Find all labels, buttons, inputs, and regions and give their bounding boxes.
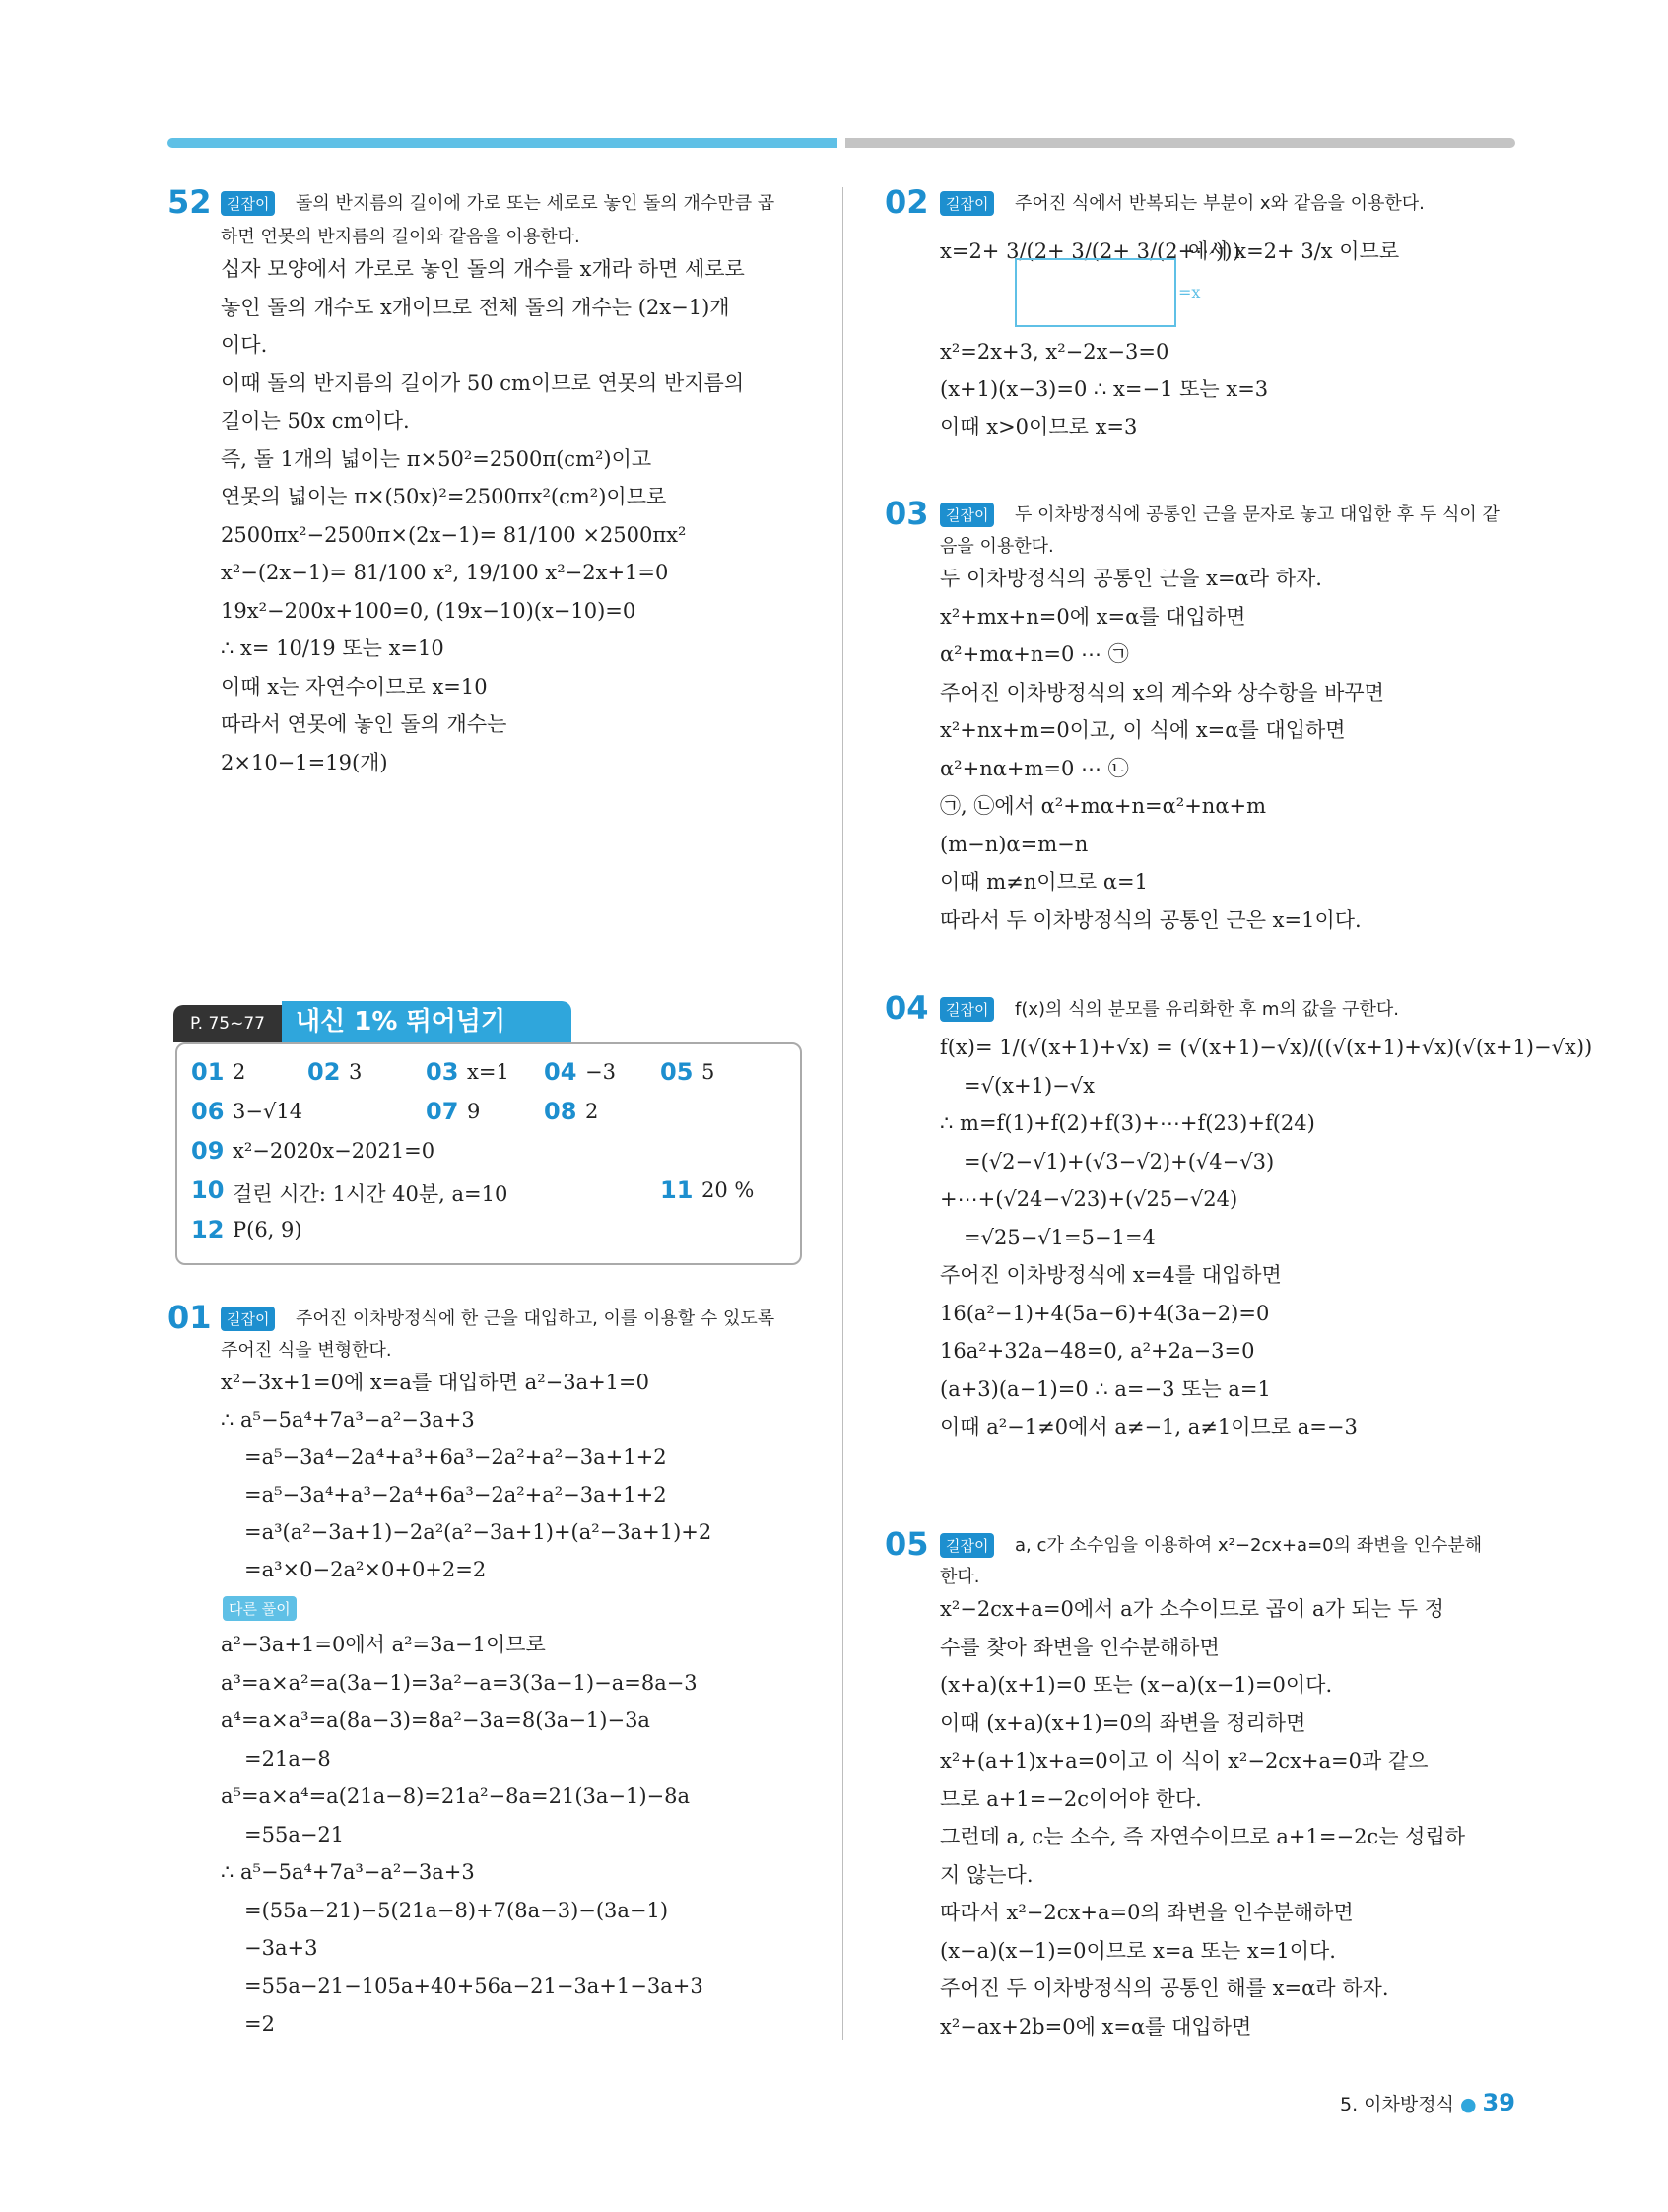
solution-line: ∴ a⁵−5a⁴+7a³−a²−3a+3: [221, 1860, 475, 1884]
solution-line: x²−3x+1=0에 x=a를 대입하면 a²−3a+1=0: [221, 1371, 650, 1394]
solution-line: x²+nx+m=0이고, 이 식에 x=α를 대입하면: [940, 718, 1346, 742]
solution-line: 주어진 이차방정식에 x=4를 대입하면: [940, 1263, 1282, 1287]
solution-line: 수를 찾아 좌변을 인수분해하면: [940, 1635, 1220, 1659]
solution-line: =(√2−√1)+(√3−√2)+(√4−√3): [964, 1149, 1275, 1173]
solution-line: =a³×0−2a²×0+0+2=2: [244, 1558, 487, 1581]
page-number: 39: [1482, 2089, 1515, 2116]
solution-line: 두 이차방정식의 공통인 근을 x=α라 하자.: [940, 567, 1322, 590]
footer-dot-icon: ●: [1459, 2094, 1477, 2115]
solution-line: =a⁵−3a⁴−2a⁴+a³+6a³−2a²+a²−3a+1+2: [244, 1445, 667, 1469]
answer-value: x=1: [467, 1060, 509, 1084]
answer-section-title: 내신 1% 뛰어넘기: [282, 1001, 571, 1042]
answer-number: 02: [307, 1058, 341, 1086]
solution-line: 그런데 a, c는 소수, 즉 자연수이므로 a+1=−2c는 성립하: [940, 1825, 1466, 1848]
continued-fraction: x=2+ 3/(2+ 3/(2+ 3/(2+⋯))): [940, 239, 1240, 263]
solution-line: 므로 a+1=−2c이어야 한다.: [940, 1786, 1202, 1811]
equals-x-label: =x: [1178, 283, 1201, 302]
solution-line: 이때 (x+a)(x+1)=0의 좌변을 정리하면: [940, 1710, 1306, 1735]
answer-number: 09: [191, 1137, 225, 1165]
alternative-solution-tag: 다른 풀이: [223, 1596, 297, 1621]
problem-52-hint-line2: 하면 연못의 반지름의 길이와 같음을 이용한다.: [221, 227, 580, 247]
answer-value: 3−√14: [233, 1100, 303, 1123]
problem-03-number: 03: [885, 495, 929, 532]
solution-line: α²+nα+m=0 ⋯ ㉡: [940, 756, 1129, 780]
problem-01-hint-line1: 주어진 이차방정식에 한 근을 대입하고, 이를 이용할 수 있도록: [296, 1308, 775, 1329]
solution-line: 2500πx²−2500π×(2x−1)= 81/100 ×2500πx²: [221, 522, 687, 547]
answer-number: 04: [544, 1058, 577, 1086]
solution-line: +⋯+(√24−√23)+(√25−√24): [940, 1187, 1238, 1211]
solution-line: (x+a)(x+1)=0 또는 (x−a)(x−1)=0이다.: [940, 1673, 1333, 1697]
solution-line: a⁵=a×a⁴=a(21a−8)=21a²−8a=21(3a−1)−8a: [221, 1784, 691, 1808]
problem-05-hint-tag: 길잡이: [940, 1533, 994, 1558]
problem-52-hint-tag: 길잡이: [221, 191, 275, 216]
answer-number: 08: [544, 1098, 577, 1125]
problem-52-number: 52: [167, 183, 212, 221]
solution-line: =√25−√1=5−1=4: [964, 1225, 1156, 1249]
solution-line: (m−n)α=m−n: [940, 832, 1089, 856]
solution-line: 주어진 이차방정식의 x의 계수와 상수항을 바꾸면: [940, 680, 1384, 704]
answer-value: 3: [349, 1060, 363, 1084]
solution-line: (a+3)(a−1)=0 ∴ a=−3 또는 a=1: [940, 1376, 1271, 1401]
problem-01-hint-tag: 길잡이: [221, 1307, 275, 1331]
answer-value: x²−2020x−2021=0: [233, 1139, 435, 1163]
solution-line: x²+mx+n=0에 x=α를 대입하면: [940, 604, 1246, 629]
solution-line: x²=2x+3, x²−2x−3=0: [940, 340, 1169, 364]
solution-line: ㉠, ㉡에서 α²+mα+n=α²+nα+m: [940, 794, 1267, 818]
problem-04-hint-line1: f(x)의 식의 분모를 유리화한 후 m의 값을 구한다.: [1015, 999, 1399, 1020]
problem-05-number: 05: [885, 1525, 929, 1563]
solution-line: 이때 돌의 반지름의 길이가 50 cm이므로 연못의 반지름의: [221, 370, 745, 395]
answer-value: 9: [467, 1100, 481, 1123]
solution-line: =2: [244, 2012, 275, 2036]
solution-line: =a⁵−3a⁴+a³−2a⁴+6a³−2a²+a²−3a+1+2: [244, 1483, 667, 1507]
repeated-part-box: [1015, 258, 1176, 327]
problem-03-hint-line2: 음을 이용한다.: [940, 536, 1054, 557]
problem-02-hint-line1: 주어진 식에서 반복되는 부분이 x와 같음을 이용한다.: [1015, 193, 1425, 214]
answer-value: P(6, 9): [233, 1218, 302, 1241]
solution-line: 따라서 연못에 놓인 돌의 개수는: [221, 712, 507, 736]
answer-number: 07: [426, 1098, 459, 1125]
problem-05-hint-line2: 한다.: [940, 1567, 980, 1587]
solution-line: 따라서 두 이차방정식의 공통인 근은 x=1이다.: [940, 907, 1362, 932]
solution-line: x²−ax+2b=0에 x=α를 대입하면: [940, 2014, 1252, 2039]
answer-value: 20 %: [701, 1178, 755, 1202]
answer-number: 05: [660, 1058, 694, 1086]
solution-line: α²+mα+n=0 ⋯ ㉠: [940, 642, 1129, 666]
answer-value: 5: [701, 1060, 715, 1084]
solution-line: 19x²−200x+100=0, (19x−10)(x−10)=0: [221, 598, 636, 623]
solution-line: 이때 m≠n이므로 α=1: [940, 870, 1148, 894]
answer-number: 03: [426, 1058, 459, 1086]
solution-line: 길이는 50x cm이다.: [221, 409, 410, 433]
solution-line: =√(x+1)−√x: [964, 1073, 1095, 1098]
solution-line: ∴ a⁵−5a⁴+7a³−a²−3a+3: [221, 1408, 475, 1432]
solution-line: (x−a)(x−1)=0이므로 x=a 또는 x=1이다.: [940, 1938, 1336, 1963]
problem-04-hint-tag: 길잡이: [940, 997, 994, 1022]
solution-line: 이때 x>0이므로 x=3: [940, 415, 1138, 438]
solution-line: 주어진 두 이차방정식의 공통인 해를 x=α라 하자.: [940, 1977, 1389, 2000]
solution-line: =a³(a²−3a+1)−2a²(a²−3a+1)+(a²−3a+1)+2: [244, 1520, 712, 1544]
solution-line: 16(a²−1)+4(5a−6)+4(3a−2)=0: [940, 1301, 1270, 1325]
solution-line: 2×10−1=19(개): [221, 750, 388, 774]
solution-line: a⁴=a×a³=a(8a−3)=8a²−3a=8(3a−1)−3a: [221, 1709, 650, 1732]
answer-value: 걸린 시간: 1시간 40분, a=10: [233, 1182, 508, 1206]
solution-line: a³=a×a²=a(3a−1)=3a²−a=3(3a−1)−a=8a−3: [221, 1670, 698, 1695]
solution-line: ∴ x= 10/19 또는 x=10: [221, 637, 444, 660]
answer-page-range: P. 75~77: [173, 1005, 282, 1042]
answer-value: 2: [233, 1060, 246, 1084]
answer-number: 10: [191, 1176, 225, 1204]
solution-line: 놓인 돌의 개수도 x개이므로 전체 돌의 개수는 (2x−1)개: [221, 295, 730, 319]
answer-value: 2: [585, 1100, 599, 1123]
top-bar-left: [167, 138, 837, 148]
chapter-label: 5. 이차방정식: [1340, 2094, 1454, 2115]
answer-value: −3: [585, 1060, 616, 1084]
page-footer: [1340, 2089, 1515, 2116]
solution-line: =55a−21−105a+40+56a−21−3a+1−3a+3: [244, 1974, 703, 1998]
solution-line: x²−(2x−1)= 81/100 x², 19/100 x²−2x+1=0: [221, 561, 669, 584]
continued-fraction-tail: 에서 x=2+ 3/x 이므로: [1188, 239, 1400, 263]
solution-line: =21a−8: [244, 1746, 331, 1771]
answer-number: 01: [191, 1058, 225, 1086]
solution-line: 따라서 x²−2cx+a=0의 좌변을 인수분해하면: [940, 1901, 1354, 1924]
solution-line: f(x)= 1/(√(x+1)+√x) = (√(x+1)−√x)/((√(x+1)+√x)(√(x+1)−√x)): [940, 1036, 1593, 1059]
solution-line: −3a+3: [244, 1936, 318, 1960]
problem-52-hint-line1: 돌의 반지름의 길이에 가로 또는 세로로 놓인 돌의 개수만큼 곱: [296, 193, 775, 214]
solution-line: 즉, 돌 1개의 넓이는 π×50²=2500π(cm²)이고: [221, 446, 652, 471]
solution-line: 이때 x는 자연수이므로 x=10: [221, 674, 488, 699]
solution-line: a²−3a+1=0에서 a²=3a−1이므로: [221, 1633, 546, 1656]
top-bar-right: [845, 138, 1515, 148]
solution-line: x²+(a+1)x+a=0이고 이 식이 x²−2cx+a=0과 같으: [940, 1749, 1429, 1773]
solution-line: 연못의 넓이는 π×(50x)²=2500πx²(cm²)이므로: [221, 485, 667, 508]
answer-number: 06: [191, 1098, 225, 1125]
answer-number: 12: [191, 1216, 225, 1243]
problem-05-hint-line1: a, c가 소수임을 이용하여 x²−2cx+a=0의 좌변을 인수분해: [1015, 1535, 1483, 1556]
solution-line: x²−2cx+a=0에서 a가 소수이므로 곱이 a가 되는 두 정: [940, 1597, 1444, 1621]
solution-line: =(55a−21)−5(21a−8)+7(8a−3)−(3a−1): [244, 1898, 669, 1922]
solution-line: 이때 a²−1≠0에서 a≠−1, a≠1이므로 a=−3: [940, 1415, 1358, 1439]
problem-03-hint-tag: 길잡이: [940, 503, 994, 527]
problem-01-hint-line2: 주어진 식을 변형한다.: [221, 1340, 392, 1361]
problem-01-number: 01: [167, 1299, 212, 1336]
solution-line: 16a²+32a−48=0, a²+2a−3=0: [940, 1339, 1255, 1363]
solution-line: (x+1)(x−3)=0 ∴ x=−1 또는 x=3: [940, 377, 1269, 401]
solution-line: =55a−21: [244, 1822, 345, 1846]
column-divider: [842, 187, 843, 2040]
problem-03-hint-line1: 두 이차방정식에 공통인 근을 문자로 놓고 대입한 후 두 식이 같: [1015, 504, 1500, 525]
problem-02-hint-tag: 길잡이: [940, 191, 994, 216]
solution-line: ∴ m=f(1)+f(2)+f(3)+⋯+f(23)+f(24): [940, 1111, 1315, 1135]
problem-02-number: 02: [885, 183, 929, 221]
answer-number: 11: [660, 1176, 694, 1204]
solution-line: 십자 모양에서 가로로 놓인 돌의 개수를 x개라 하면 세로로: [221, 257, 745, 281]
problem-04-number: 04: [885, 989, 929, 1027]
solution-line: 이다.: [221, 333, 268, 357]
solution-line: 지 않는다.: [940, 1862, 1034, 1887]
